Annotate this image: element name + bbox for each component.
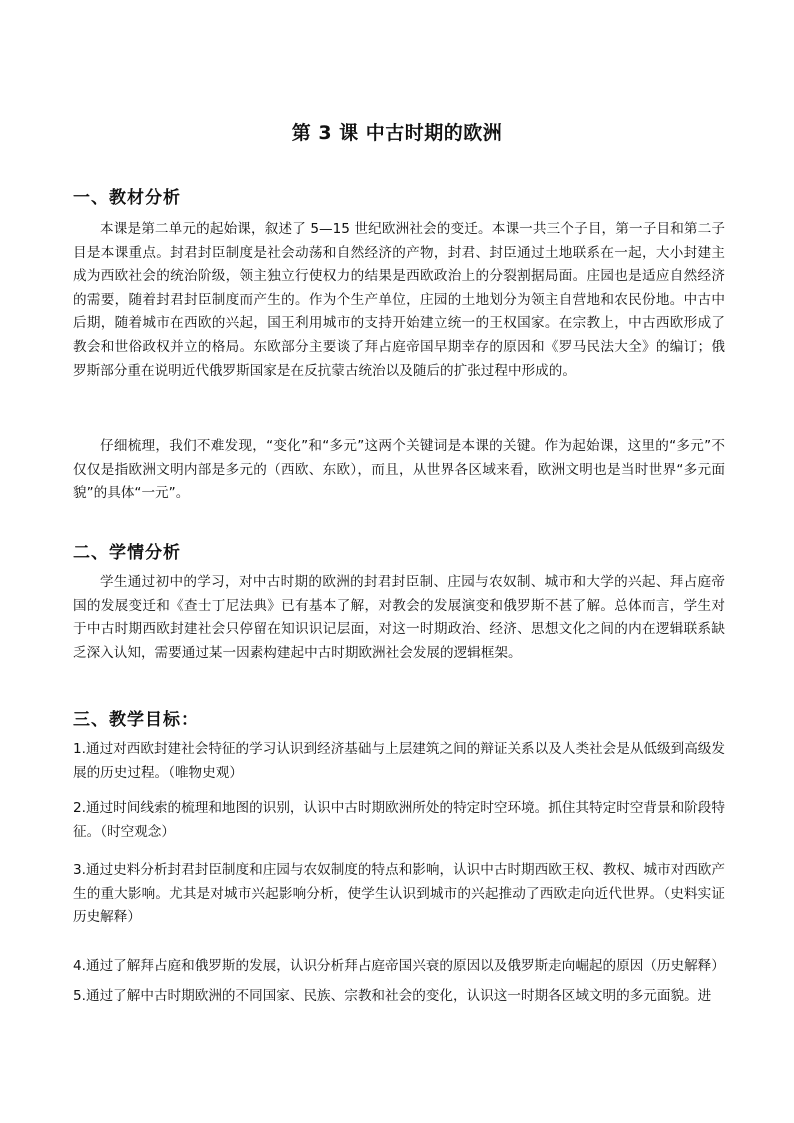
section-heading-teaching-objectives: 三、教学目标： xyxy=(73,710,199,730)
objective-item-1: 1.通过对西欧封建社会特征的学习认识到经济基础与上层建筑之间的辩证关系以及人类社会是从低级到高级发展的历史过程。（唯物史观） xyxy=(73,741,725,781)
paragraph-textbook-analysis-2: 仔细梳理，我们不难发现，“变化”和“多元”这两个关键词是本课的关键。作为起始课，这里的“多元”不仅仅是指欧洲文明内部是多元的（西欧、东欧），而且，从世界各区域来看，欧洲文明也是当时世界“多元面貌”的具体“一元”。 xyxy=(73,438,725,502)
paragraph-textbook-analysis-1: 本课是第二单元的起始课，叙述了 5—15 世纪欧洲社会的变迁。本课一共三个子目，第一子目和第二子目是本课重点。封君封臣制度是社会动荡和自然经济的产物，封君、封臣通过土地联系在一起，大小封建主成为西欧社会的统治阶级，领主独立行使权力的结果是西欧政治上的分裂割据局面。庄园也是适应自然经济的需要，随着封君封臣制度而产生的。作为个生产单位，庄园的土地划分为领主自营地和农民份地。中古中后期，随着城市在西欧的兴起，国王利用城市的支持开始建立统一的王权国家。在宗教上，中古西欧形成了教会和世俗政权并立的格局。东欧部分主要谈了拜占庭帝国早期幸存的原因和《罗马民法大全》的编订；俄罗斯部分重在说明近代俄罗斯国家是在反抗蒙古统治以及随后的扩张过程中形成的。 xyxy=(73,221,725,379)
objective-item-3: 3.通过史料分析封君封臣制度和庄园与农奴制度的特点和影响，认识中古时期西欧王权、教权、城市对西欧产生的重大影响。尤其是对城市兴起影响分析，使学生认识到城市的兴起推动了西欧走向近代世界。（史料实证 历史解释） xyxy=(73,862,753,926)
objective-item-4: 4.通过了解拜占庭和俄罗斯的发展，认识分析拜占庭帝国兴衰的原因以及俄罗斯走向崛起的原因（历史解释） xyxy=(73,958,725,974)
section-heading-textbook-analysis: 一、教材分析 xyxy=(73,188,181,208)
objective-item-5: 5.通过了解中古时期欧洲的不同国家、民族、宗教和社会的变化，认识这一时期各区域文明的多元面貌。进 xyxy=(73,988,712,1004)
paragraph-student-analysis: 学生通过初中的学习，对中古时期的欧洲的封君封臣制、庄园与农奴制、城市和大学的兴起、拜占庭帝国的发展变迁和《查士丁尼法典》已有基本了解，对教会的发展演变和俄罗斯不甚了解。总体而言，学生对于中古时期西欧封建社会只停留在知识识记层面，对这一时期政治、经济、思想文化之间的内在逻辑联系缺乏深入认知，需要通过某一因素构建起中古时期欧洲社会发展的逻辑框架。 xyxy=(73,574,725,661)
objective-item-2: 2.通过时间线索的梳理和地图的识别，认识中古时期欧洲所处的特定时空环境。抓住其特定时空背景和阶段特征。（时空观念） xyxy=(73,800,725,840)
page-title: 第 3 课 中古时期的欧洲 xyxy=(291,122,503,144)
section-heading-student-analysis: 二、学情分析 xyxy=(73,543,181,563)
